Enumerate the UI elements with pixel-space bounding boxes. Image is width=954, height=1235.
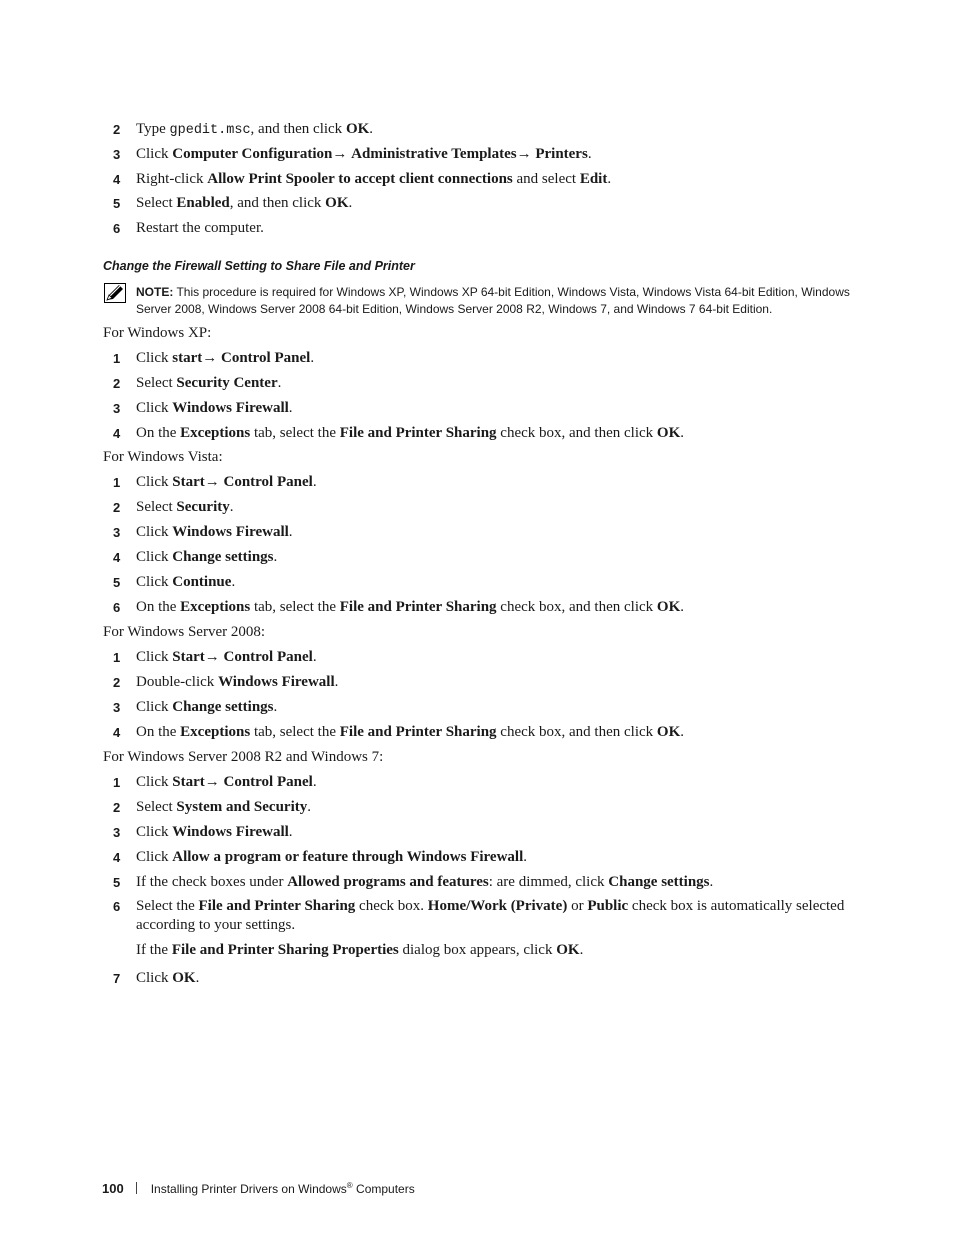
note-text: NOTE: This procedure is required for Windows XP, Windows XP 64-bit Edition, Windows Vista, Windows Vista 64-bit Edition, Windows Server 2008, Windows Server 2008 64-bit Edition, Windows Server 2008 R2, Windows 7, and Windows 7 64-bit Edition.	[136, 285, 850, 316]
intro-windows-server-2008-r2-and-windows-7: For Windows Server 2008 R2 and Windows 7:	[103, 749, 384, 765]
r2win7-sub-paragraph: If the File and Printer Sharing Properties dialog box appears, click OK.	[136, 942, 584, 958]
intro-windows-xp: For Windows XP:	[103, 325, 212, 341]
intro-windows-vista: For Windows Vista:	[103, 449, 223, 465]
footer-divider	[136, 1182, 137, 1194]
intro-windows-server-2008: For Windows Server 2008:	[103, 624, 266, 640]
section-heading: Change the Firewall Setting to Share File and Printer	[103, 259, 415, 273]
document-page: 2 Type gpedit.msc, and then click OK. 3 Click Computer Configuration→ Administrative Templates→ Printers. 4 Right-click Allow Print Spooler to accept client connections and select Edit. 5 Select Enabled, and then click OK. 6 Restart the computer. Change the Firewall Setting to Share File and Printer NOTE: This procedure is required for Windows XP, Windows XP 64-bit Edition, Windows Vista, Windows Vista 64-bit Edition, Windows Server 2008, Windows Server 2008 64-bit Edition, Windows Server 2008 R2, Windows 7, and Windows 7 64-bit Edition. For Windows XP: 1 Click start→ Control Panel. 2 Select Security Center. 3 Click Windows Firewall. 4 On the Exceptions tab, select the File and Printer Sharing check box, and then click OK. For Windows Vista: 1 Click Start→ Control Panel. 2 Select Security. 3 Click Windows Firewall. 4 Click Change settings. 5 Click Continue. 6 On the Exceptions tab, select the File and Printer Sharing check box, and then click OK. For Windows Server 2008: 1 Click Start→ Control Panel. 2 Double-click Windows Firewall. 3 Click Change settings. 4 On the Exceptions tab, select the File and Printer Sharing check box, and then click OK. For Windows Server 2008 R2 and Windows 7: 1 Click Start→ Control Panel. 2 Select System and Security. 3 Click Windows Firewall. 4 Click Allow a program or feature through Windows Firewall. 5 If the check boxes under Allowed programs and features: are dimmed, click Change settings. 6 Select the File and Printer Sharing check box. Home/Work (Private) or Public check box is automatically selected according to your settings. If the File and Printer Sharing Properties dialog box appears, click OK. 7 Click OK. 100 Installing Printer Drivers on Windows® Computers	[0, 0, 954, 1235]
note-pencil-icon	[104, 283, 126, 303]
footer-title: Installing Printer Drivers on Windows® Computers	[150, 1181, 415, 1196]
page-footer	[102, 1180, 802, 1198]
page-number: 100	[102, 1181, 124, 1196]
